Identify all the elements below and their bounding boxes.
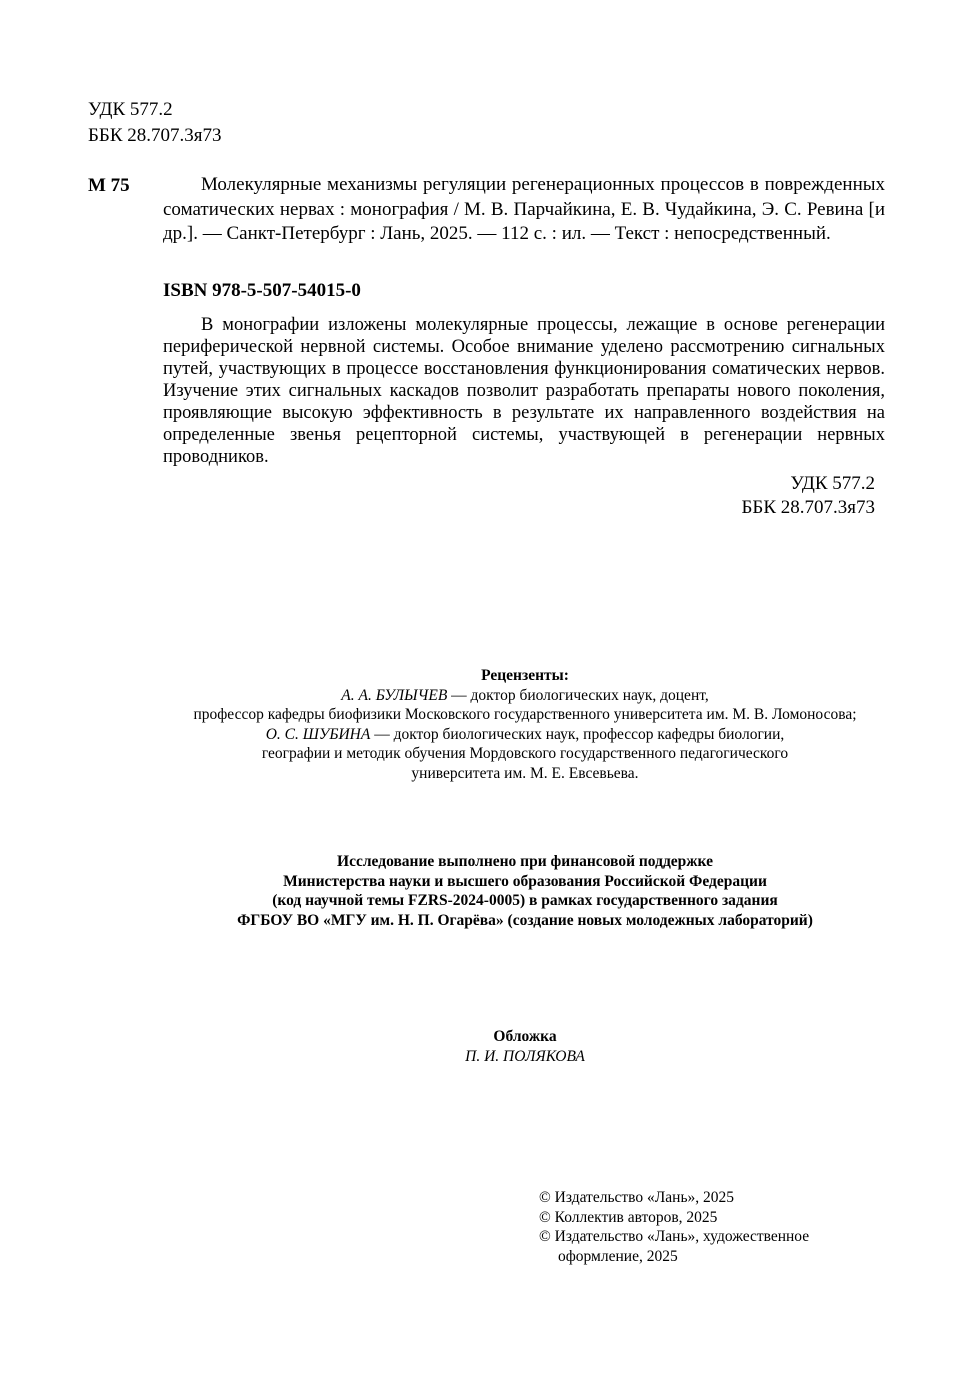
reviewer-1-name: А. А. БУЛЫЧЕВ <box>341 686 448 704</box>
copyright-line-3: © Издательство «Лань», художественное <box>539 1228 810 1245</box>
reviewers-title: Рецензенты: <box>481 667 569 684</box>
cover-credit <box>0 1027 976 1066</box>
abstract: В монографии изложены молекулярные процессы, лежащие в основе регенерации периферической нервной системы. Особое внимание уделено рассмотрению сигнальных путей, участвующих в процессе восстановления функционирования соматических нервов. Изучение этих сигнальных каскадов позволит разработать препараты нового поколения, проявляющие высокую эффективность в результате их направленного воздействия на определенные звенья рецепторной системы, участвующей в регенерации нервных проводников. <box>163 315 885 467</box>
udk-code-right: УДК 577.2 <box>790 473 875 494</box>
cover-title: Обложка <box>493 1028 557 1045</box>
copyright-block <box>539 1188 809 1266</box>
reviewer-2-name: О. С. ШУБИНА <box>265 725 371 743</box>
copyright-line-2: © Коллектив авторов, 2025 <box>539 1208 718 1226</box>
cover-designer <box>0 1047 976 1067</box>
reviewer-2-degree: — доктор биологических наук, профессор кафедры биологии, <box>370 725 785 743</box>
funding-line-2: Министерства науки и высшего образования Российской Федерации <box>283 872 767 890</box>
classification-codes-bottom <box>742 472 875 520</box>
bbk-code: ББК 28.707.3я73 <box>88 125 222 146</box>
reviewer-2-line-3: университета им. М. Е. Евсевьева. <box>411 764 639 782</box>
author-mark: М 75 <box>88 175 130 196</box>
reviewer-2-line-2: географии и методик обучения Мордовского государственного педагогического <box>261 745 789 762</box>
reviewer-2-line-1 <box>0 725 976 745</box>
cover-designer-name: П. И. ПОЛЯКОВА <box>465 1047 585 1065</box>
funding-line-4: ФГБОУ ВО «МГУ им. Н. П. Огарёва» (создание новых молодежных лабораторий) <box>237 911 813 929</box>
funding-line-3: (код научной темы FZRS-2024-0005) в рамках государственного задания <box>272 892 778 909</box>
bbk-code-right: ББК 28.707.3я73 <box>741 497 875 518</box>
udk-code: УДК 577.2 <box>88 99 173 120</box>
reviewer-1-line-2: профессор кафедры биофизики Московского государственного университета им. М. В. Ломоносова; <box>193 706 857 723</box>
funding-statement <box>0 852 976 930</box>
isbn: ISBN 978-5-507-54015-0 <box>163 280 361 301</box>
bibliographic-record: Молекулярные механизмы регуляции регенерационных процессов в поврежденных соматических нервах : монография / М. В. Парчайкина, Е. В. Чудайкина, Э. С. Ревина [и др.]. — Санкт-Петербург : Лань, 2025. — 112 с. : ил. — Текст : непосредственный. <box>163 174 885 244</box>
funding-line-1: Исследование выполнено при финансовой поддержке <box>337 853 713 870</box>
copyright-line-1: © Издательство «Лань», 2025 <box>539 1189 735 1206</box>
reviewers-section <box>0 666 976 783</box>
classification-codes-top <box>88 97 221 149</box>
reviewer-1-line-1 <box>0 686 976 706</box>
copyright-line-4: оформление, 2025 <box>558 1247 678 1265</box>
reviewer-1-degree: — доктор биологических наук, доцент, <box>447 686 709 704</box>
